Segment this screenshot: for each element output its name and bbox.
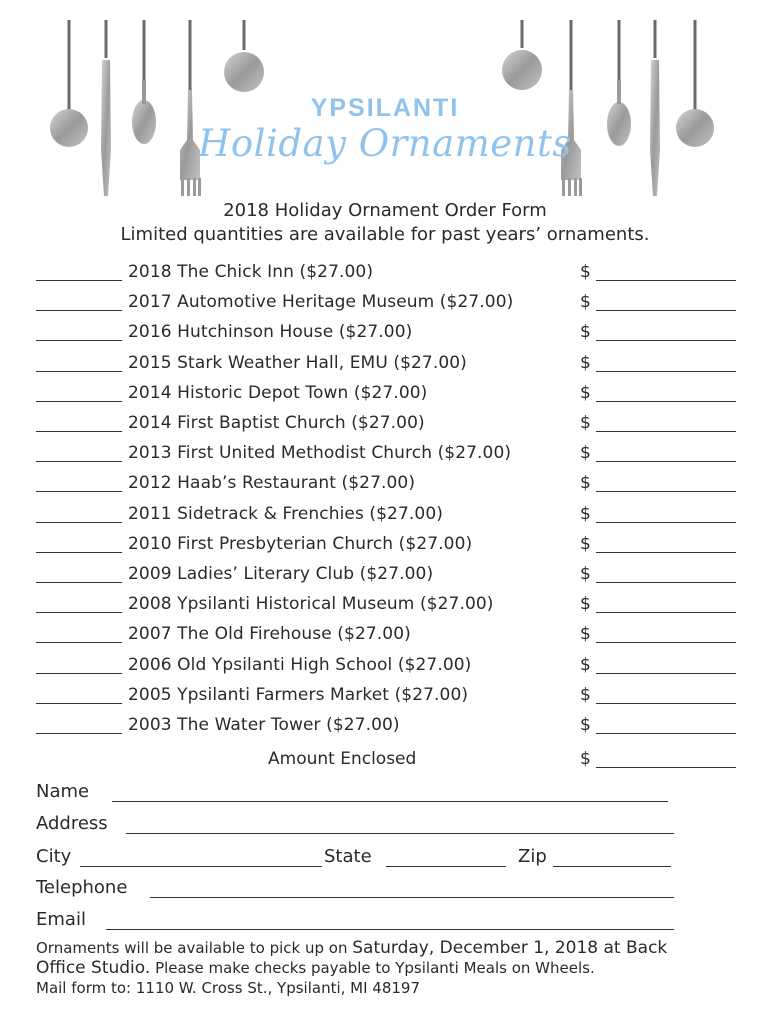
order-row (36, 413, 736, 443)
currency-symbol: $ (580, 413, 591, 433)
order-row (36, 685, 736, 715)
line-amount-field[interactable] (596, 461, 736, 462)
ornament-label: 2015 Stark Weather Hall, EMU ($27.00) (128, 353, 467, 373)
ornament-label: 2009 Ladies’ Literary Club ($27.00) (128, 564, 434, 584)
order-row (36, 473, 736, 503)
line-amount-field[interactable] (596, 552, 736, 553)
mailing-address: Mail form to: 1110 W. Cross St., Ypsilanti, MI 48197 (36, 979, 421, 997)
line-amount-field[interactable] (596, 522, 736, 523)
quantity-field[interactable] (36, 491, 122, 492)
email-label: Email (36, 909, 86, 930)
ornament-label: 2005 Ypsilanti Farmers Market ($27.00) (128, 685, 469, 705)
currency-symbol: $ (580, 443, 591, 463)
currency-symbol: $ (580, 749, 591, 769)
currency-symbol: $ (580, 564, 591, 584)
line-amount-field[interactable] (596, 371, 736, 372)
state-label: State (324, 846, 372, 867)
order-row (36, 383, 736, 413)
name-field[interactable] (112, 801, 668, 802)
currency-symbol: $ (580, 353, 591, 373)
quantity-field[interactable] (36, 552, 122, 553)
amount-enclosed-label: Amount Enclosed (268, 749, 417, 769)
city-label: City (36, 846, 72, 867)
name-label: Name (36, 781, 90, 802)
quantity-field[interactable] (36, 612, 122, 613)
quantity-field[interactable] (36, 582, 122, 583)
line-amount-field[interactable] (596, 703, 736, 704)
pickup-location: Office Studio. (36, 958, 151, 978)
line-amount-field[interactable] (596, 612, 736, 613)
order-row (36, 715, 736, 745)
order-row (36, 594, 736, 624)
order-row (36, 262, 736, 292)
ornament-label: 2003 The Water Tower ($27.00) (128, 715, 400, 735)
pickup-date: Saturday, December 1, 2018 at Back (352, 938, 668, 958)
ornament-label: 2006 Old Ypsilanti High School ($27.00) (128, 655, 472, 675)
quantity-field[interactable] (36, 522, 122, 523)
currency-symbol: $ (580, 504, 591, 524)
line-amount-field[interactable] (596, 491, 736, 492)
currency-symbol: $ (580, 473, 591, 493)
ornament-label: 2014 First Baptist Church ($27.00) (128, 413, 425, 433)
brand-subtitle: Holiday Ornaments (198, 122, 572, 165)
quantity-field[interactable] (36, 673, 122, 674)
ladle-icon (502, 20, 542, 90)
currency-symbol: $ (580, 594, 591, 614)
header-banner (0, 0, 770, 200)
state-field[interactable] (386, 866, 506, 867)
ornament-label: 2010 First Presbyterian Church ($27.00) (128, 534, 473, 554)
line-amount-field[interactable] (596, 310, 736, 311)
pickup-note (36, 938, 746, 998)
order-row (36, 322, 736, 352)
currency-symbol: $ (580, 624, 591, 644)
quantity-field[interactable] (36, 371, 122, 372)
ornament-label: 2017 Automotive Heritage Museum ($27.00) (128, 292, 514, 312)
ornament-label: 2007 The Old Firehouse ($27.00) (128, 624, 411, 644)
quantity-field[interactable] (36, 642, 122, 643)
amount-enclosed-field[interactable] (596, 767, 736, 768)
city-field[interactable] (80, 866, 322, 867)
currency-symbol: $ (580, 715, 591, 735)
form-title: 2018 Holiday Ornament Order Form (223, 200, 547, 221)
line-amount-field[interactable] (596, 642, 736, 643)
quantity-field[interactable] (36, 310, 122, 311)
pickup-note-lead: Ornaments will be available to pick up on (36, 939, 348, 957)
currency-symbol: $ (580, 292, 591, 312)
ornament-label: 2013 First United Methodist Church ($27.00) (128, 443, 512, 463)
line-amount-field[interactable] (596, 280, 736, 281)
line-amount-field[interactable] (596, 733, 736, 734)
email-field[interactable] (106, 929, 674, 930)
currency-symbol: $ (580, 322, 591, 342)
quantity-field[interactable] (36, 340, 122, 341)
line-amount-field[interactable] (596, 673, 736, 674)
ladle-icon (224, 20, 264, 92)
quantity-field[interactable] (36, 703, 122, 704)
order-row (36, 353, 736, 383)
telephone-field[interactable] (150, 897, 674, 898)
currency-symbol: $ (580, 534, 591, 554)
ornament-label: 2016 Hutchinson House ($27.00) (128, 322, 413, 342)
form-subtitle: Limited quantities are available for past years’ ornaments. (120, 224, 650, 245)
address-label: Address (36, 813, 108, 834)
currency-symbol: $ (580, 383, 591, 403)
order-row (36, 443, 736, 473)
payable-note: Please make checks payable to Ypsilanti Meals on Wheels. (155, 959, 595, 977)
currency-symbol: $ (580, 262, 591, 282)
quantity-field[interactable] (36, 280, 122, 281)
order-row (36, 564, 736, 594)
line-amount-field[interactable] (596, 582, 736, 583)
address-field[interactable] (126, 833, 674, 834)
order-row (36, 534, 736, 564)
ornament-label: 2011 Sidetrack & Frenchies ($27.00) (128, 504, 443, 524)
line-amount-field[interactable] (596, 431, 736, 432)
zip-label: Zip (518, 846, 547, 867)
quantity-field[interactable] (36, 431, 122, 432)
order-row (36, 504, 736, 534)
line-amount-field[interactable] (596, 340, 736, 341)
quantity-field[interactable] (36, 401, 122, 402)
amount-enclosed-row (36, 749, 736, 779)
brand-name: YPSILANTI (310, 94, 460, 122)
quantity-field[interactable] (36, 733, 122, 734)
ornament-label: 2018 The Chick Inn ($27.00) (128, 262, 374, 282)
quantity-field[interactable] (36, 461, 122, 462)
ornament-label: 2012 Haab’s Restaurant ($27.00) (128, 473, 416, 493)
currency-symbol: $ (580, 655, 591, 675)
ornament-label: 2008 Ypsilanti Historical Museum ($27.00) (128, 594, 494, 614)
ornament-label: 2014 Historic Depot Town ($27.00) (128, 383, 428, 403)
line-amount-field[interactable] (596, 401, 736, 402)
order-row (36, 624, 736, 654)
telephone-label: Telephone (36, 877, 128, 898)
zip-field[interactable] (553, 866, 671, 867)
order-row (36, 292, 736, 322)
order-row (36, 655, 736, 685)
currency-symbol: $ (580, 685, 591, 705)
